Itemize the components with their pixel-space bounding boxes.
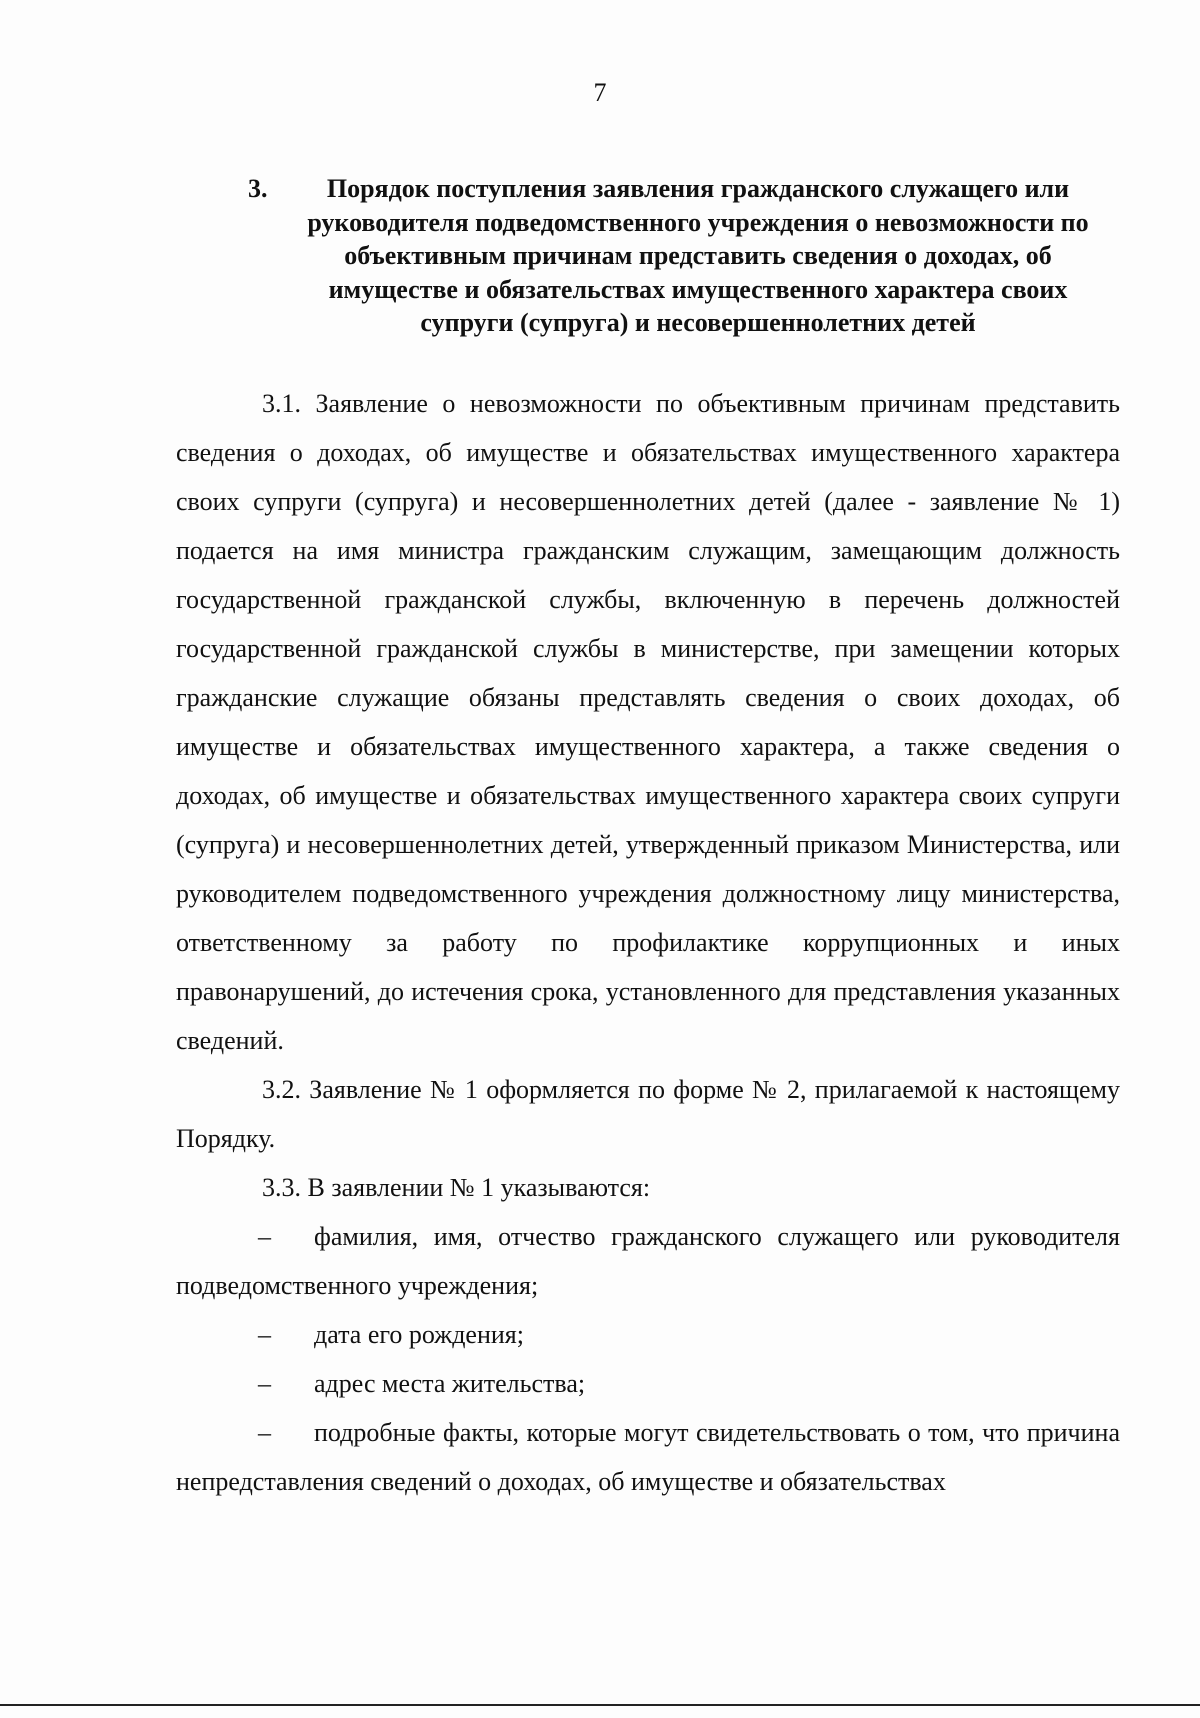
list-item [176,1359,1120,1408]
section-heading-number: 3. [248,174,268,203]
list-item [176,1408,1120,1506]
list-item-text: фамилия, имя, отчество гражданского служащего или руководителя подведомственного учреждения; [176,1222,1120,1300]
list-item [176,1212,1120,1310]
paragraph-3-2: 3.2. Заявление № 1 оформляется по форме № 2, прилагаемой к настоящему Порядку. [176,1075,1120,1153]
paragraph-3-3: 3.3. В заявлении № 1 указываются: [262,1173,651,1202]
list-dash: – [258,1222,271,1251]
list-item-text: дата его рождения; [314,1320,524,1349]
scan-noise [470,8,690,26]
paragraph-3-1: 3.1. Заявление о невозможности по объективным причинам представить сведения о доходах, об имуществе и обязательствах имущественного характера своих супруги (супруга) и несовершеннолетних детей (далее - заявление № 1) подается на имя министра гражданским служащим, замещающим должность государственной гражданской службы, включенную в перечень должностей государственной гражданской службы в министерстве, при замещении которых гражданские служащие обязаны представлять сведения о своих доходах, об имуществе и обязательствах имущественного характера, а также сведения о доходах, об имуществе и обязательствах имущественного характера своих супруги (супруга) и несовершеннолетних детей, утвержденный приказом Министерства, или руководителем подведомственного учреждения должностному лицу министерства, ответственному за работу по профилактике коррупционных и иных правонарушений, до истечения срока, установленного для представления указанных сведений. [176,389,1120,1055]
section-heading [248,172,1108,340]
list-item-text: адрес места жительства; [314,1369,586,1398]
list-dash: – [258,1320,271,1349]
list-dash: – [258,1369,271,1398]
document-body [176,379,1120,1506]
section-heading-text: Порядок поступления заявления гражданского служащего или руководителя подведомственного учреждения о невозможности по объективным причинам представить сведения о доходах, об имуществе и обязательствах имущественного характера своих супруги (супруга) и несовершеннолетних детей [307,174,1089,337]
list-item [176,1310,1120,1359]
list-dash: – [258,1418,271,1447]
list-item-text: подробные факты, которые могут свидетельствовать о том, что причина непредставления сведений о доходах, об имуществе и обязательствах [176,1418,1120,1496]
page-number: 7 [593,78,607,107]
scan-edge-line [0,1704,1200,1706]
